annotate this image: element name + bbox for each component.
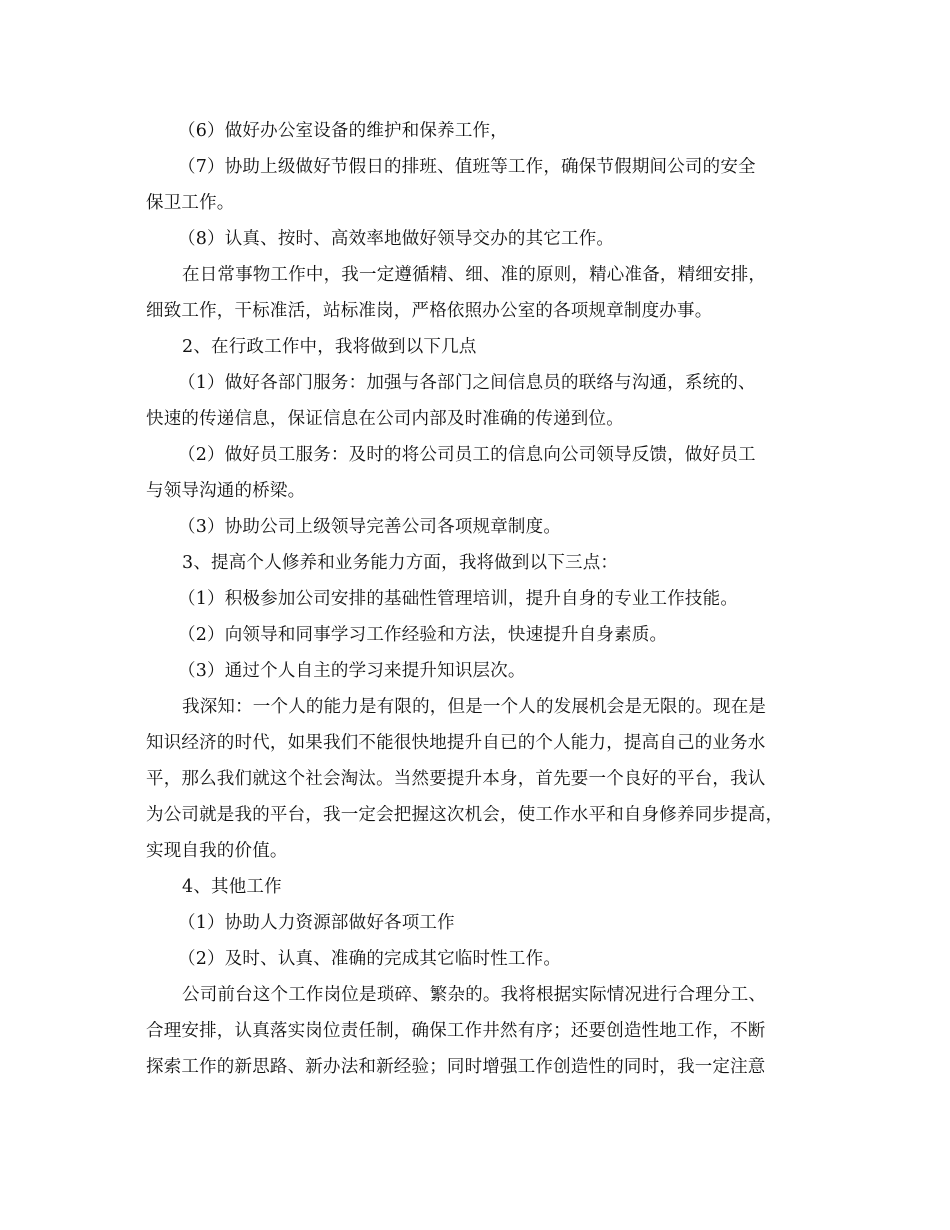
text-line: 与领导沟通的桥梁。 <box>146 481 306 501</box>
text-line: 公司前台这个工作岗位是琐碎、繁杂的。我将根据实际情况进行合理分工、 <box>182 985 767 1005</box>
text-line: （1）做好各部门服务：加强与各部门之间信息员的联络与沟通，系统的、 <box>178 373 756 393</box>
text-line: （6）做好办公室设备的维护和保养工作， <box>178 121 508 141</box>
text-line: （1）积极参加公司安排的基础性管理培训，提升自身的专业工作技能。 <box>178 589 739 609</box>
document-body <box>146 113 806 1085</box>
text-line: （2）做好员工服务：及时的将公司员工的信息向公司领导反馈，做好员工 <box>178 445 756 465</box>
text-line: （2）及时、认真、准确的完成其它临时性工作。 <box>178 949 562 969</box>
text-line: 实现自我的价值。 <box>146 841 288 861</box>
text-line: （7）协助上级做好节假日的排班、值班等工作，确保节假期间公司的安全 <box>178 157 756 177</box>
text-line: （2）向领导和同事学习工作经验和方法，快速提升自身素质。 <box>178 625 668 645</box>
text-line: 3、提高个人修养和业务能力方面，我将做到以下三点： <box>182 553 619 573</box>
text-line: 合理安排，认真落实岗位责任制，确保工作井然有序；还要创造性地工作，不断 <box>146 1021 766 1041</box>
text-line: 保卫工作。 <box>146 193 235 213</box>
text-line: （3）通过个人自主的学习来提升知识层次。 <box>178 661 526 681</box>
text-line: 探索工作的新思路、新办法和新经验；同时增强工作创造性的同时，我一定注意 <box>146 1057 766 1077</box>
text-line: 在日常事物工作中，我一定遵循精、细、准的原则，精心准备，精细安排， <box>182 265 767 285</box>
text-line: 知识经济的时代，如果我们不能很快地提升自已的个人能力，提高自己的业务水 <box>146 733 766 753</box>
text-line: 平，那么我们就这个社会淘汰。当然要提升本身，首先要一个良好的平台，我认 <box>146 769 766 789</box>
text-line: 细致工作，干标准活，站标准岗，严格依照办公室的各项规章制度办事。 <box>146 301 713 321</box>
text-line: 为公司就是我的平台，我一定会把握这次机会，使工作水平和自身修养同步提高， <box>146 805 784 825</box>
text-line: （8）认真、按时、高效率地做好领导交办的其它工作。 <box>178 229 615 249</box>
text-line: （1）协助人力资源部做好各项工作 <box>178 913 455 933</box>
text-line: 4、其他工作 <box>182 877 282 897</box>
text-line: （3）协助公司上级领导完善公司各项规章制度。 <box>178 517 562 537</box>
text-line: 2、在行政工作中，我将做到以下几点 <box>182 337 477 357</box>
text-line: 我深知：一个人的能力是有限的，但是一个人的发展机会是无限的。现在是 <box>182 697 767 717</box>
text-line: 快速的传递信息，保证信息在公司内部及时准确的传递到位。 <box>146 409 624 429</box>
